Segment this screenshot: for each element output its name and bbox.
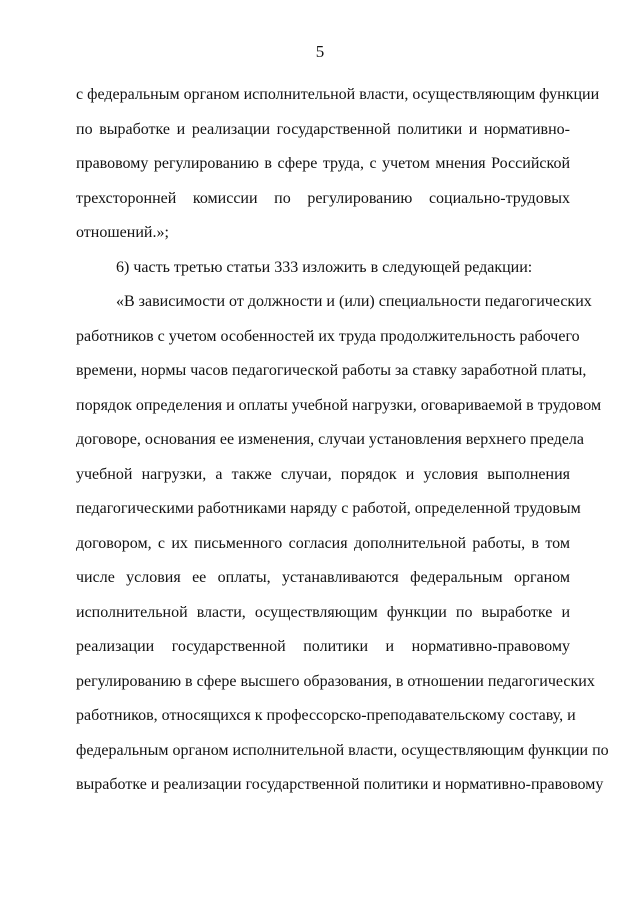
text-line: учебной нагрузки, а также случаи, порядок и условия выполнения <box>76 465 570 483</box>
document-body <box>76 78 609 803</box>
text-line: 6) часть третью статьи 333 изложить в следующей редакции: <box>116 258 533 276</box>
text-line: времени, нормы часов педагогической работы за ставку заработной платы, <box>76 362 587 379</box>
text-line: федеральным органом исполнительной власти, осуществляющим функции по <box>76 741 609 759</box>
text-line: работников с учетом особенностей их труда продолжительность рабочего <box>76 327 580 345</box>
text-line: трехсторонней комиссии по регулированию социально-трудовых <box>76 189 570 207</box>
text-line: работников, относящихся к профессорско-преподавательскому составу, и <box>76 707 576 724</box>
text-line: порядок определения и оплаты учебной нагрузки, оговариваемой в трудовом <box>76 396 602 414</box>
text-line: «В зависимости от должности и (или) специальности педагогических <box>116 293 592 310</box>
text-line: исполнительной власти, осуществляющим функции по выработке и <box>76 603 570 621</box>
text-line: договоре, основания ее изменения, случаи установления верхнего предела <box>76 431 584 448</box>
text-line: реализации государственной политики и нормативно-правовому <box>76 638 570 655</box>
text-line: педагогическими работниками наряду с работой, определенной трудовым <box>76 500 581 517</box>
text-line: числе условия ее оплаты, устанавливаются федеральным органом <box>76 569 570 586</box>
text-line: с федеральным органом исполнительной власти, осуществляющим функции <box>76 86 600 103</box>
text-line: выработке и реализации государственной политики и нормативно-правовому <box>76 776 604 793</box>
text-line: регулированию в сфере высшего образования, в отношении педагогических <box>76 672 595 690</box>
page-number: 5 <box>315 42 325 61</box>
text-line: правовому регулированию в сфере труда, с учетом мнения Российской <box>76 155 570 172</box>
text-line: договором, с их письменного согласия дополнительной работы, в том <box>76 534 570 552</box>
text-line: по выработке и реализации государственной политики и нормативно- <box>76 120 570 138</box>
text-line: отношений.»; <box>76 224 169 241</box>
